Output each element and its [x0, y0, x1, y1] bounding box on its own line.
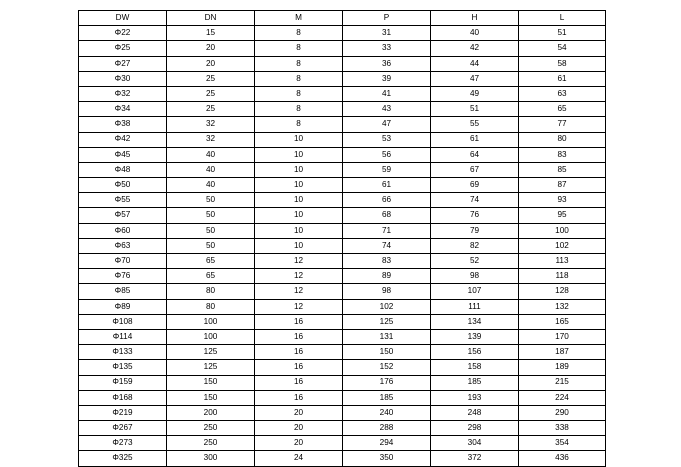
table-cell: 8: [255, 41, 343, 56]
table-row: [79, 117, 606, 132]
table-cell: 50: [167, 238, 255, 253]
table-cell: 24: [255, 451, 343, 466]
table-cell: 118: [519, 269, 606, 284]
table-cell: 298: [431, 421, 519, 436]
table-cell: 80: [519, 132, 606, 147]
table-cell: 98: [343, 284, 431, 299]
table-cell: 49: [431, 86, 519, 101]
table-cell: 65: [167, 254, 255, 269]
table-cell: 56: [343, 147, 431, 162]
table-body: [79, 26, 606, 466]
table-cell: 59: [343, 162, 431, 177]
table-row: [79, 314, 606, 329]
table-cell: Φ50: [79, 178, 167, 193]
table-cell: 294: [343, 436, 431, 451]
table-cell: Φ114: [79, 329, 167, 344]
table-cell: 41: [343, 86, 431, 101]
table-cell: 65: [519, 102, 606, 117]
table-cell: Φ42: [79, 132, 167, 147]
table-cell: 61: [431, 132, 519, 147]
table-cell: 8: [255, 86, 343, 101]
table-cell: 165: [519, 314, 606, 329]
column-header-l: L: [519, 11, 606, 26]
column-header-dn: DN: [167, 11, 255, 26]
table-row: [79, 208, 606, 223]
table-cell: 44: [431, 56, 519, 71]
column-header-h: H: [431, 11, 519, 26]
table-cell: 55: [431, 117, 519, 132]
table-cell: 50: [167, 223, 255, 238]
table-cell: 100: [167, 329, 255, 344]
table-row: [79, 254, 606, 269]
table-cell: 42: [431, 41, 519, 56]
table-cell: 25: [167, 71, 255, 86]
table-cell: 50: [167, 208, 255, 223]
table-cell: 43: [343, 102, 431, 117]
table-cell: 187: [519, 345, 606, 360]
table-cell: Φ60: [79, 223, 167, 238]
spec-table-wrapper: [78, 10, 605, 467]
table-cell: 215: [519, 375, 606, 390]
table-row: [79, 405, 606, 420]
table-cell: 128: [519, 284, 606, 299]
table-cell: 250: [167, 421, 255, 436]
table-cell: 372: [431, 451, 519, 466]
table-cell: 8: [255, 102, 343, 117]
table-row: [79, 269, 606, 284]
table-cell: 74: [343, 238, 431, 253]
table-row: [79, 284, 606, 299]
table-cell: Φ76: [79, 269, 167, 284]
table-cell: 200: [167, 405, 255, 420]
table-cell: 107: [431, 284, 519, 299]
table-cell: 102: [343, 299, 431, 314]
table-cell: 16: [255, 390, 343, 405]
column-header-dw: DW: [79, 11, 167, 26]
table-row: [79, 329, 606, 344]
table-cell: 16: [255, 360, 343, 375]
table-cell: 54: [519, 41, 606, 56]
table-cell: 170: [519, 329, 606, 344]
table-cell: 39: [343, 71, 431, 86]
table-cell: 74: [431, 193, 519, 208]
column-header-m: M: [255, 11, 343, 26]
table-cell: 10: [255, 178, 343, 193]
table-header-row: [79, 11, 606, 26]
table-cell: 290: [519, 405, 606, 420]
table-cell: 71: [343, 223, 431, 238]
table-row: [79, 345, 606, 360]
table-cell: 85: [519, 162, 606, 177]
table-cell: 248: [431, 405, 519, 420]
table-cell: 16: [255, 345, 343, 360]
table-cell: 10: [255, 162, 343, 177]
table-cell: 95: [519, 208, 606, 223]
table-cell: 25: [167, 86, 255, 101]
table-cell: 354: [519, 436, 606, 451]
table-cell: 20: [167, 41, 255, 56]
table-row: [79, 26, 606, 41]
table-cell: Φ108: [79, 314, 167, 329]
table-cell: 36: [343, 56, 431, 71]
table-cell: 150: [343, 345, 431, 360]
table-cell: 8: [255, 26, 343, 41]
table-cell: 134: [431, 314, 519, 329]
table-cell: 20: [167, 56, 255, 71]
table-cell: 80: [167, 299, 255, 314]
table-row: [79, 162, 606, 177]
table-cell: 31: [343, 26, 431, 41]
table-cell: 79: [431, 223, 519, 238]
table-cell: 12: [255, 299, 343, 314]
table-header: [79, 11, 606, 26]
table-cell: 61: [519, 71, 606, 86]
table-cell: 40: [167, 162, 255, 177]
table-cell: Φ85: [79, 284, 167, 299]
table-cell: 111: [431, 299, 519, 314]
table-cell: 83: [519, 147, 606, 162]
table-cell: 51: [519, 26, 606, 41]
table-cell: 47: [431, 71, 519, 86]
table-row: [79, 41, 606, 56]
table-cell: 100: [167, 314, 255, 329]
table-cell: 240: [343, 405, 431, 420]
table-cell: 83: [343, 254, 431, 269]
dimension-spec-table: [78, 10, 606, 467]
table-cell: 20: [255, 436, 343, 451]
table-cell: 436: [519, 451, 606, 466]
table-cell: 158: [431, 360, 519, 375]
table-cell: 288: [343, 421, 431, 436]
table-cell: Φ273: [79, 436, 167, 451]
table-cell: 16: [255, 375, 343, 390]
table-cell: Φ168: [79, 390, 167, 405]
table-row: [79, 375, 606, 390]
table-cell: 113: [519, 254, 606, 269]
table-cell: 150: [167, 375, 255, 390]
table-cell: 68: [343, 208, 431, 223]
table-cell: Φ89: [79, 299, 167, 314]
table-row: [79, 223, 606, 238]
table-cell: 10: [255, 238, 343, 253]
table-cell: 25: [167, 102, 255, 117]
table-cell: Φ45: [79, 147, 167, 162]
table-cell: 100: [519, 223, 606, 238]
table-row: [79, 178, 606, 193]
table-cell: 304: [431, 436, 519, 451]
table-cell: 12: [255, 254, 343, 269]
table-cell: 152: [343, 360, 431, 375]
table-cell: 15: [167, 26, 255, 41]
table-cell: 50: [167, 193, 255, 208]
table-cell: 87: [519, 178, 606, 193]
table-cell: 76: [431, 208, 519, 223]
table-row: [79, 390, 606, 405]
table-cell: Φ135: [79, 360, 167, 375]
table-row: [79, 360, 606, 375]
table-cell: 131: [343, 329, 431, 344]
table-cell: 61: [343, 178, 431, 193]
table-cell: 93: [519, 193, 606, 208]
table-cell: Φ48: [79, 162, 167, 177]
table-cell: Φ159: [79, 375, 167, 390]
table-cell: 47: [343, 117, 431, 132]
table-cell: Φ22: [79, 26, 167, 41]
table-cell: 338: [519, 421, 606, 436]
table-row: [79, 238, 606, 253]
table-cell: 32: [167, 117, 255, 132]
table-cell: 33: [343, 41, 431, 56]
table-row: [79, 86, 606, 101]
table-cell: 189: [519, 360, 606, 375]
table-cell: 10: [255, 223, 343, 238]
table-cell: 12: [255, 284, 343, 299]
table-cell: 65: [167, 269, 255, 284]
table-cell: 8: [255, 117, 343, 132]
table-row: [79, 299, 606, 314]
table-cell: Φ267: [79, 421, 167, 436]
table-cell: 250: [167, 436, 255, 451]
table-cell: 64: [431, 147, 519, 162]
table-row: [79, 451, 606, 466]
table-cell: 125: [343, 314, 431, 329]
table-cell: 10: [255, 193, 343, 208]
table-cell: 40: [431, 26, 519, 41]
table-cell: 67: [431, 162, 519, 177]
table-cell: Φ32: [79, 86, 167, 101]
table-cell: 20: [255, 405, 343, 420]
table-cell: 58: [519, 56, 606, 71]
table-cell: 350: [343, 451, 431, 466]
table-cell: Φ38: [79, 117, 167, 132]
table-cell: 102: [519, 238, 606, 253]
table-cell: 8: [255, 56, 343, 71]
table-cell: 77: [519, 117, 606, 132]
table-cell: 20: [255, 421, 343, 436]
table-cell: 125: [167, 345, 255, 360]
table-cell: 82: [431, 238, 519, 253]
table-cell: 185: [431, 375, 519, 390]
table-cell: 8: [255, 71, 343, 86]
table-row: [79, 193, 606, 208]
table-cell: Φ27: [79, 56, 167, 71]
column-header-p: P: [343, 11, 431, 26]
table-cell: 10: [255, 132, 343, 147]
table-cell: 51: [431, 102, 519, 117]
table-cell: 150: [167, 390, 255, 405]
table-row: [79, 132, 606, 147]
table-cell: Φ219: [79, 405, 167, 420]
table-cell: 98: [431, 269, 519, 284]
table-cell: Φ70: [79, 254, 167, 269]
table-cell: 139: [431, 329, 519, 344]
table-cell: 40: [167, 178, 255, 193]
table-cell: 10: [255, 208, 343, 223]
table-row: [79, 56, 606, 71]
table-cell: 69: [431, 178, 519, 193]
table-cell: 185: [343, 390, 431, 405]
table-cell: 156: [431, 345, 519, 360]
table-cell: 16: [255, 314, 343, 329]
table-cell: Φ30: [79, 71, 167, 86]
table-cell: Φ63: [79, 238, 167, 253]
table-row: [79, 71, 606, 86]
table-row: [79, 102, 606, 117]
table-row: [79, 421, 606, 436]
table-cell: 89: [343, 269, 431, 284]
table-cell: 224: [519, 390, 606, 405]
table-row: [79, 436, 606, 451]
table-row: [79, 147, 606, 162]
table-cell: 16: [255, 329, 343, 344]
table-cell: 32: [167, 132, 255, 147]
table-cell: 10: [255, 147, 343, 162]
table-cell: 80: [167, 284, 255, 299]
table-cell: 66: [343, 193, 431, 208]
table-cell: Φ57: [79, 208, 167, 223]
table-cell: 12: [255, 269, 343, 284]
table-cell: Φ34: [79, 102, 167, 117]
table-cell: 132: [519, 299, 606, 314]
table-cell: 53: [343, 132, 431, 147]
table-cell: Φ325: [79, 451, 167, 466]
table-cell: 125: [167, 360, 255, 375]
table-cell: 40: [167, 147, 255, 162]
table-cell: Φ25: [79, 41, 167, 56]
table-cell: 63: [519, 86, 606, 101]
table-cell: 193: [431, 390, 519, 405]
table-cell: 300: [167, 451, 255, 466]
table-cell: Φ133: [79, 345, 167, 360]
table-cell: 176: [343, 375, 431, 390]
table-cell: 52: [431, 254, 519, 269]
table-cell: Φ55: [79, 193, 167, 208]
